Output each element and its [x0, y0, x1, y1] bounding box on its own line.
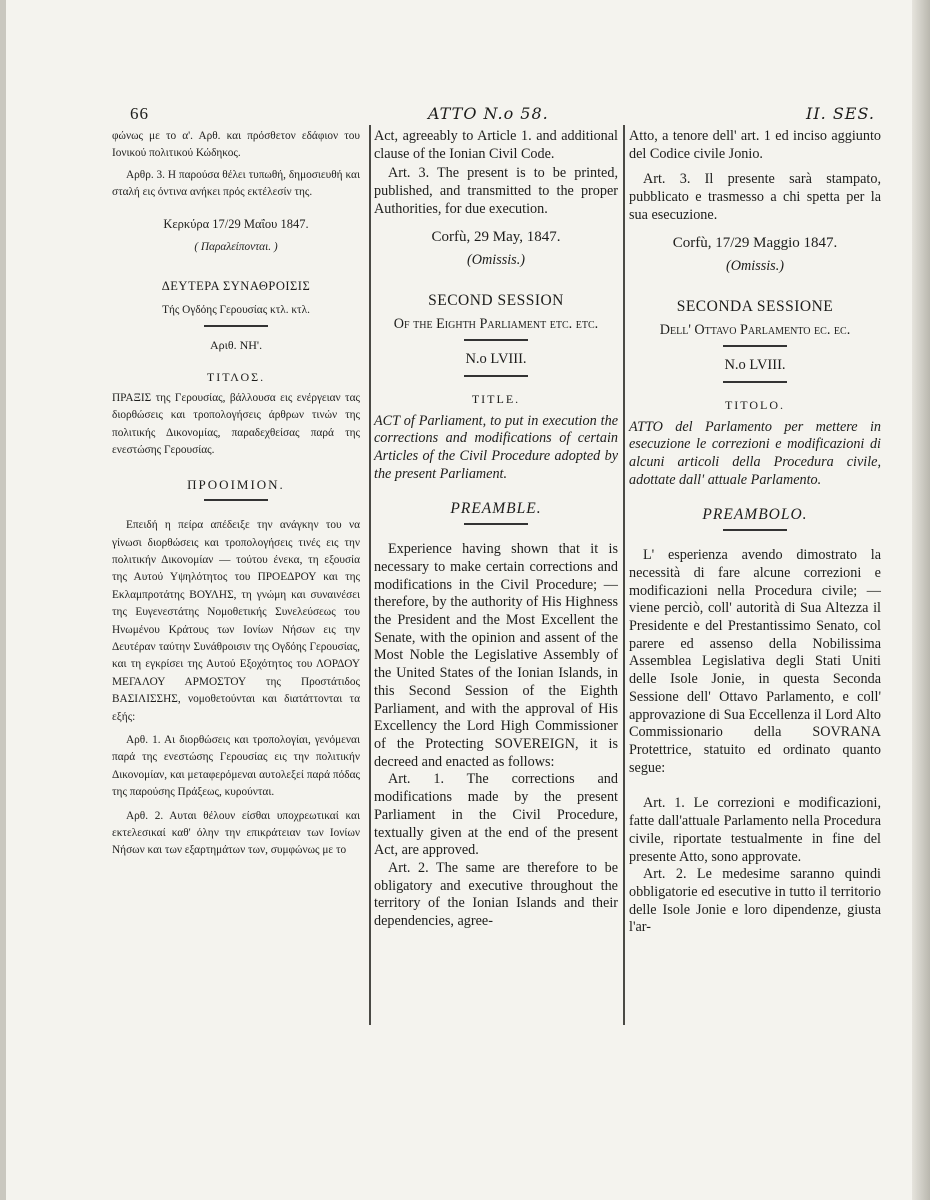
greek-title-text: ΠΡΑΞΙΣ της Γερουσίας, βάλλουσα εις ενέργειαν τας διορθώσεις και τροπολογήσεις άρθρων τινών της πολιτικής Δικονομίας, παραδεχθείσας παρά της ενεστώσης Γερουσίας.: [112, 392, 360, 457]
column-rule-left: [369, 125, 371, 1025]
english-session-subheading: Of the Eighth Parliament etc. etc.: [393, 315, 599, 332]
english-title-label: TITLE.: [471, 392, 521, 407]
english-act-number: N.o LVIII.: [465, 351, 527, 368]
greek-session-heading: ΔΕΥΤΕΡΑ ΣΥΝΑΘΡΟΙΣΙΣ: [161, 279, 311, 294]
divider: [204, 325, 268, 327]
english-article-3: Art. 3. The present is to be printed, published, and transmitted to the proper Authorities, for due execution.: [374, 165, 618, 217]
divider: [204, 499, 268, 501]
divider: [464, 523, 528, 525]
divider: [723, 381, 787, 383]
italian-act-number: N.o LVIII.: [724, 357, 786, 374]
italian-omissis: (Omissis.): [726, 258, 784, 275]
greek-date: Κερκύρα 17/29 Μαΐου 1847.: [163, 216, 309, 231]
italian-article-3: Art. 3. Il presente sarà stampato, pubblicato e trasmesso a chi spetta per la sua esecuzione.: [629, 171, 881, 223]
english-article-1: Art. 1. The corrections and modifications made by the present Parliament in the Civil Procedure, textually given at the end of the present Act, are approved.: [374, 771, 618, 859]
greek-title-label: ΤΙΤΛΟΣ.: [206, 369, 266, 384]
page-number: 66: [130, 104, 149, 123]
divider: [723, 345, 787, 347]
greek-omissis: ( Παραλείπονται. ): [194, 241, 278, 254]
greek-article-2: Αρθ. 2. Αυται θέλουν είσθαι υποχρεωτικαί και εκτελεσικαί καθ' όλην την επικράτειαν των Ιονίων Νήσων και των εξαρτημάτων των, συμφώνως με το: [112, 809, 360, 857]
italian-article-1: Art. 1. Le correzioni e modificazioni, fatte dall'attuale Parlamento nella Procedura civile, riportate testualmente in fine del presente Atto, sono approvate.: [629, 795, 881, 865]
greek-continuation: φώνως με το α'. Αρθ. και πρόσθετον εδάφιον του Ιονικού πολιτικού Κώδηκος.: [112, 130, 360, 160]
italian-column: [629, 128, 881, 937]
page-edge-left: [0, 0, 6, 1200]
italian-session-heading: SECONDA SESSIONE: [676, 297, 834, 315]
italian-continuation: Atto, a tenore dell' art. 1 ed inciso aggiunto del Codice civile Jonio.: [629, 128, 881, 162]
greek-article-1: Αρθ. 1. Αι διορθώσεις και τροπολογίαι, γενόμεναι παρά της ενεστώσης Γερουσίας εις την πολιτικήν Δικονομίαν, και μεταφερόμεναι αυτολεξεί παρά πόδας της παρούσης Πράξεως, κυρούνται.: [112, 733, 360, 799]
divider: [723, 529, 787, 531]
page-edge-right: [912, 0, 930, 1200]
italian-article-2: Art. 2. Le medesime saranno quindi obbligatorie ed esecutive in tutto il territorio delle Isole Jonie e loro dipendenze, giusta l'ar-: [629, 866, 881, 936]
column-rule-right: [623, 125, 625, 1025]
italian-preamble-label: PREAMBOLO.: [702, 505, 808, 523]
english-column: [374, 128, 618, 931]
english-preamble-label: PREAMBLE.: [450, 499, 542, 517]
running-title: ATTO N.o 58.: [428, 104, 549, 123]
greek-act-number: Αριθ. ΝΗ'.: [209, 338, 263, 353]
english-preamble-text: Experience having shown that it is necessary to make certain corrections and modifications in the Civil Procedure; — therefore, by the authority of His Highness the President and the Most Excellent the Senate, with the opinion and assent of the Most Noble the Legislative Assembly of the United States of the Ionian Islands, in this Second Session of the Eighth Parliament, and with the approval of His Excellency the Lord High Commissioner of the Protecting SOVEREIGN, it is decreed and enacted as follows:: [374, 541, 618, 770]
greek-session-subheading: Τής Ογδόης Γερουσίας κτλ. κτλ.: [162, 303, 310, 316]
english-title-text: ACT of Parliament, to put in execution the corrections and modifications of certain Articles of the Civil Procedure adopted by the present Parliament.: [374, 412, 618, 482]
divider: [464, 375, 528, 377]
divider: [464, 339, 528, 341]
italian-date: Corfù, 17/29 Maggio 1847.: [672, 234, 838, 251]
english-session-heading: SECOND SESSION: [428, 291, 564, 309]
italian-title-label: TITOLO.: [724, 398, 786, 413]
greek-preamble-label: ΠΡΟΟΙΜΙΟΝ.: [187, 476, 285, 492]
greek-article-3: Αρθρ. 3. Η παρούσα θέλει τυπωθή, δημοσιευθή και σταλή εις όντινα ανήκει πρός εκτέλεσίν της.: [112, 168, 360, 199]
italian-title-text: ATTO del Parlamento per mettere in esecuzione le correzioni e modificazioni di alcuni articoli della Procedura civile, adottate dall' attuale Parlamento.: [629, 418, 881, 488]
english-article-2: Art. 2. The same are therefore to be obligatory and executive throughout the territory of the Ionian Islands and their dependencies, agree-: [374, 859, 618, 930]
italian-preamble-text: L' esperienza avendo dimostrato la necessità di fare alcune correzioni e modificazioni nella Procedura civile; — viene perciò, coll' autorità di Sua Altezza il Presidente e del Prestantissimo Senato, col parere ed assenso della Nobilissima Assemblea Legislativa degli Stati Uniti delle Isole Jonie, in questa Seconda Sessione dell' Ottavo Parlamento, e coll' approvazione di Sua Eccellenza il Lord Alto Commissionario della SOVRANA Protettrice, statuito ed ordinato quanto segue:: [629, 547, 881, 776]
italian-session-subheading: Dell' Ottavo Parlamento ec. ec.: [659, 321, 851, 338]
greek-column: [112, 128, 360, 860]
greek-preamble-text: Επειδή η πείρα απέδειξε την ανάγκην του να γίνωσι διορθώσεις και τροπολογήσεις τινές εις την πολιτικήν Δικονομίαν — τούτου ένεκα, τη εξουσία της Αυτού Υψηλότητος του ΠΡΟΕΔΡΟΥ και της Εκλαμπροτάτης ΒΟΥΛΗΣ, τη γνώμη και συναινέσει της Ευγενεστάτης Νομοθετικής Συνελεύσεως του Ηνωμένου Κράτους των Ιονίων Νήσων εις την Δευτέραν ταύτην Συνάθροισιν της Ογδόης Γερουσίας, και τη εγκρίσει της Αυτού Εξοχότητος του ΛΟΡΔΟΥ ΜΕΓΑΛΟΥ ΑΡΜΟΣΤΟΥ της Προστάτιδος ΒΑΣΙΛΙΣΣΗΣ, νομοθετούνται και διατάττονται τα εξής:: [112, 519, 360, 723]
english-omissis: (Omissis.): [467, 252, 525, 269]
running-session: II. SES.: [806, 104, 875, 123]
english-date: Corfù, 29 May, 1847.: [431, 228, 561, 245]
english-continuation: Act, agreeably to Article 1. and additional clause of the Ionian Civil Code.: [374, 128, 618, 162]
